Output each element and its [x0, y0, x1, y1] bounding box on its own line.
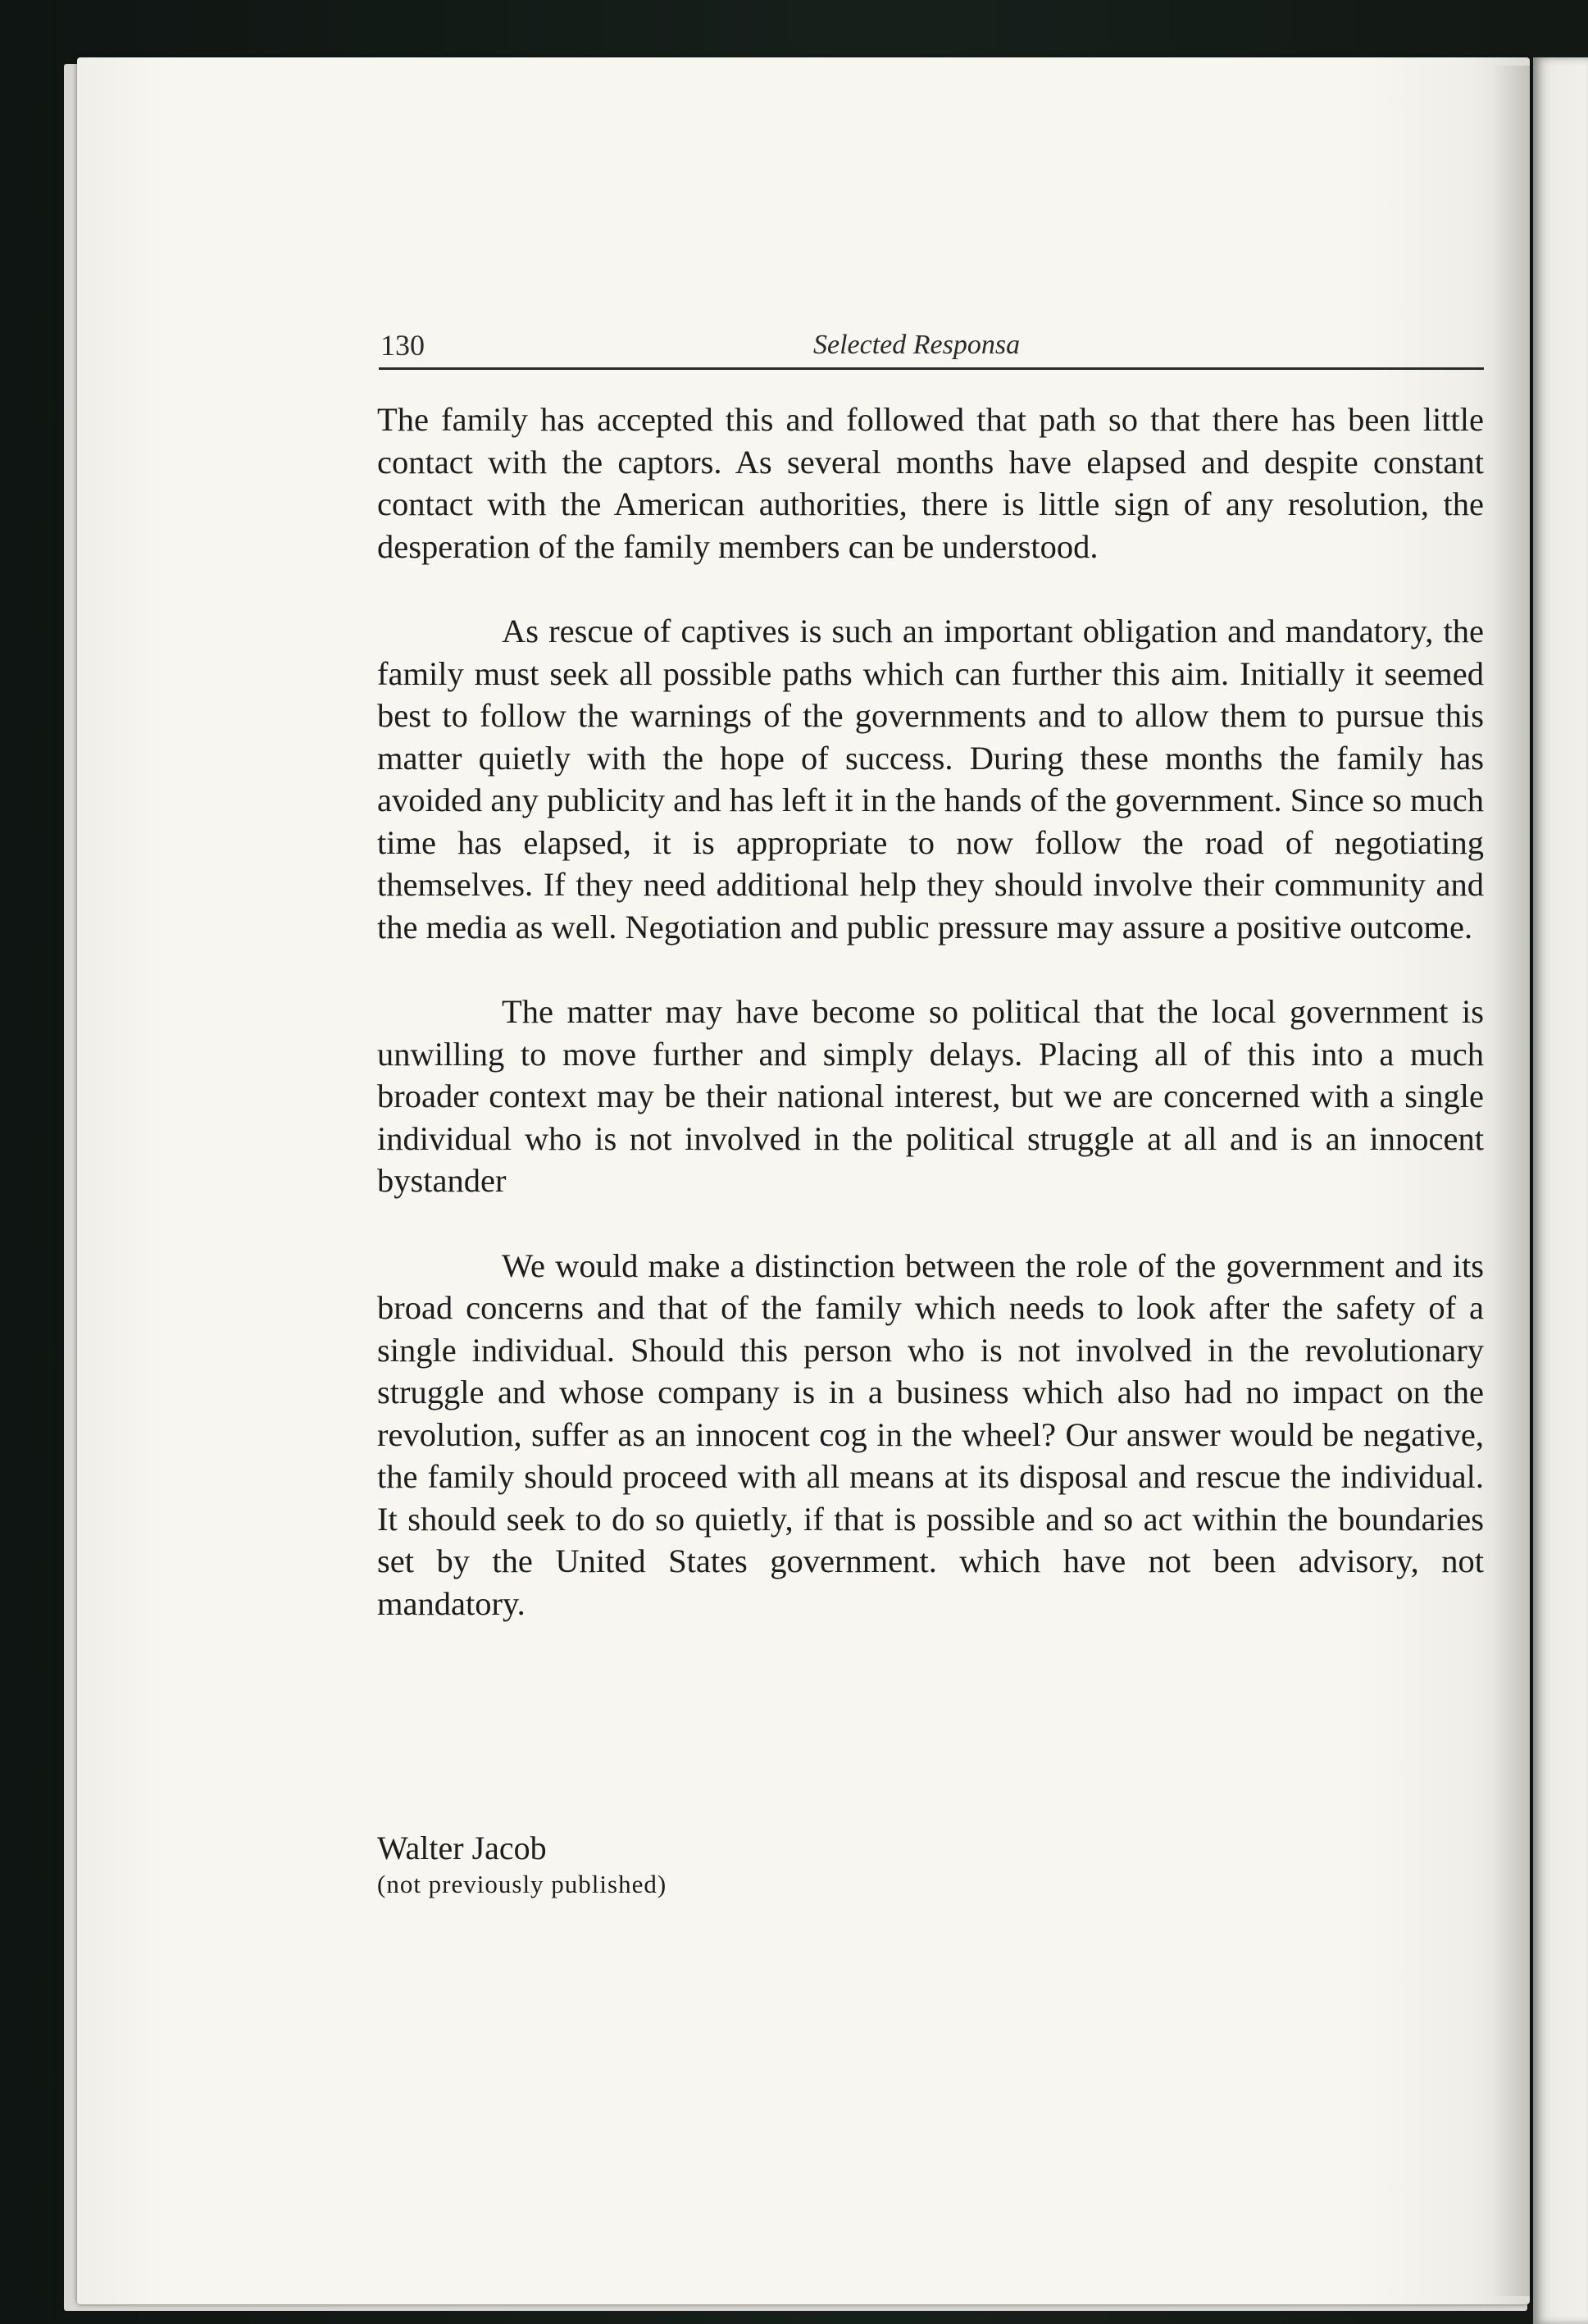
paragraph-3: The matter may have become so political that the local government is unwilling to move further and simply delays. Placing all of this into a much broader context may be their national interest, but we are concerned with a single individual who is not involved in the political struggle at all and is an innocent bystander	[377, 993, 1484, 1199]
page-gutter-shadow	[1492, 66, 1531, 2296]
running-title: Selected Responsa	[813, 330, 1021, 360]
signature-block	[377, 1829, 667, 1901]
paragraph-2: As rescue of captives is such an important obligation and mandatory, the family must seek all possible paths which can further this aim. Initially it seemed best to follow the warnings of the governments and to allow them to pursue this matter quietly with the hope of success. During these months the family has avoided any publicity and has left it in the hands of the government. Since so much time has elapsed, it is appropriate to now follow the road of negotiating themselves. If they need additional help they should involve their community and the media as well. Negotiation and public pressure may assure a positive outcome.	[377, 613, 1484, 946]
running-header	[379, 328, 1484, 370]
publication-note: (not previously published)	[377, 1870, 667, 1898]
adjacent-page-edge	[1533, 57, 1588, 2324]
author-name: Walter Jacob	[377, 1830, 547, 1866]
paragraph-4: We would make a distinction between the role of the government and its broad concerns and that of the family which needs to look after the safety of a single individual. Should this person who is not involved in the revolutionary struggle and whose company is in a business which also had no impact on the revolution, suffer as an innocent cog in the wheel? Our answer would be negative, the family should proceed with all means at its disposal and rescue the individual. It should seek to do so quietly, if that is possible and so act within the boundaries set by the United States government. which have not been advisory, not mandatory.	[377, 1246, 1484, 1622]
page-number: 130	[380, 329, 425, 362]
paragraph-1: The family has accepted this and followed that path so that there has been little contact with the captors. As several months have elapsed and despite constant contact with the American authorities, there is little sign of any resolution, the desperation of the family members can be understood.	[377, 401, 1484, 565]
body-text	[377, 399, 1484, 1667]
